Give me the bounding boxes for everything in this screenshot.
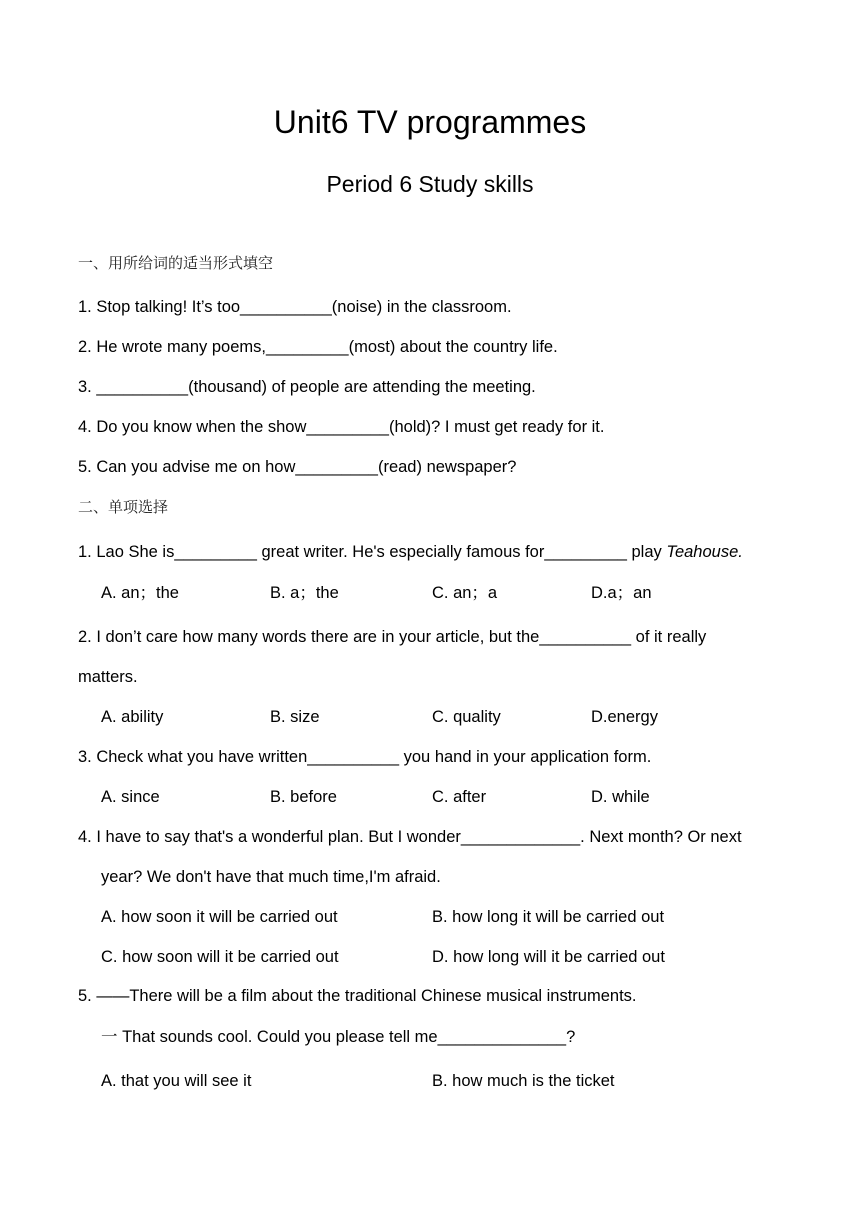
q3-option-b: B. before bbox=[270, 788, 337, 806]
section-heading-multiple-choice: 二、单项选择 bbox=[78, 498, 169, 516]
q3-option-c: C. after bbox=[432, 788, 487, 806]
choice-question-1 bbox=[78, 544, 743, 561]
q4-option-a: A. how soon it will be carried out bbox=[101, 908, 338, 926]
document-subtitle: Period 6 Study skills bbox=[326, 171, 534, 197]
choice-question-2-line1: 2. I don’t care how many words there are in your article, but the__________ of it really bbox=[78, 628, 707, 646]
q3-option-a: A. since bbox=[101, 788, 160, 806]
q3-option-d: D. while bbox=[591, 788, 650, 806]
q1-option-b: B. a；the bbox=[270, 584, 339, 602]
q2-option-c: C. quality bbox=[432, 708, 501, 726]
choice-question-4-line1: 4. I have to say that's a wonderful plan. But I wonder_____________. Next month? Or next bbox=[78, 828, 742, 846]
q4-option-b: B. how long it will be carried out bbox=[432, 908, 665, 926]
q5-option-b: B. how much is the ticket bbox=[432, 1072, 615, 1090]
choice-question-1-italic: Teahouse. bbox=[666, 543, 743, 561]
choice-question-5-line1: 5. ——There will be a film about the traditional Chinese musical instruments. bbox=[78, 987, 637, 1005]
fill-question-4: 4. Do you know when the show_________(hold)? I must get ready for it. bbox=[78, 418, 605, 436]
choice-question-5-line2: 一 That sounds cool. Could you please tell me______________? bbox=[101, 1028, 576, 1046]
fill-question-5: 5. Can you advise me on how_________(read) newspaper? bbox=[78, 458, 517, 476]
fill-question-2: 2. He wrote many poems,_________(most) about the country life. bbox=[78, 338, 558, 356]
q1-option-d: D.a；an bbox=[591, 584, 652, 602]
q4-option-d: D. how long will it be carried out bbox=[432, 948, 665, 966]
section-heading-fill-in: 一、用所给词的适当形式填空 bbox=[78, 254, 274, 272]
q5-option-a: A. that you will see it bbox=[101, 1072, 252, 1090]
document-title: Unit6 TV programmes bbox=[273, 104, 587, 140]
choice-question-2-line2: matters. bbox=[78, 668, 138, 686]
fill-question-3: 3. __________(thousand) of people are attending the meeting. bbox=[78, 378, 536, 396]
q4-option-c: C. how soon will it be carried out bbox=[101, 948, 339, 966]
choice-question-1-text: 1. Lao She is_________ great writer. He's especially famous for_________ play bbox=[78, 543, 667, 561]
q1-option-a: A. an；the bbox=[101, 584, 179, 602]
choice-question-3: 3. Check what you have written__________ you hand in your application form. bbox=[78, 748, 652, 766]
q2-option-b: B. size bbox=[270, 708, 320, 726]
q2-option-d: D.energy bbox=[591, 708, 658, 726]
q2-option-a: A. ability bbox=[101, 708, 164, 726]
q1-option-c: C. an；a bbox=[432, 584, 498, 602]
choice-question-4-line2: year? We don't have that much time,I'm afraid. bbox=[101, 868, 441, 886]
fill-question-1: 1. Stop talking! It’s too__________(noise) in the classroom. bbox=[78, 298, 512, 316]
